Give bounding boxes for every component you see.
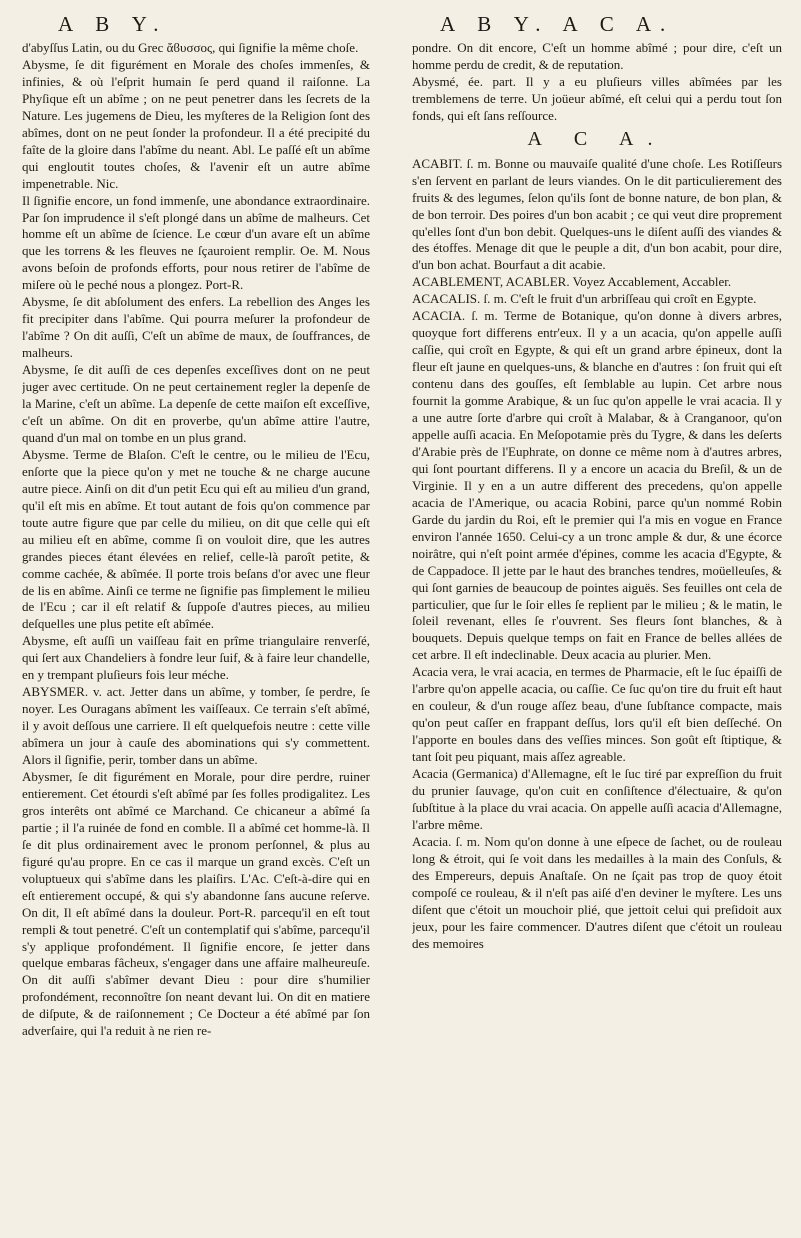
- entry-paragraph: Acacia vera, le vrai acacia, en termes de Pharmacie, eſt le ſuc épaiſſi de l'arbre qu'on appelle acacia, ou caſſie. Ce ſuc qu'on tire du fruit eſt haut en couleur, & d'un rouge aſſez beau, d'une ſubſtance compacte, mais qu'on peut caſſer en frappant deſſus, lors qu'il eſt bien deſſeché. On l'apporte en boules dans des veſſies minces. Son goût eſt ſtiptique, & tant ſoit peu piquant, mais aſſez agreable.: [412, 664, 782, 765]
- entry-paragraph: pondre. On dit encore, C'eſt un homme abîmé ; pour dire, c'eſt un homme perdu de credit, & de reputation.: [412, 40, 782, 72]
- entry-paragraph: Abysmer, ſe dit figurément en Morale, pour dire perdre, ruiner entierement. Cet étourdi s'eſt abîmé par ſes folles prodigalitez. Les gros interêts ont abîmé ce Marchand. Ce chicaneur a abîmé ſa partie ; il l'a ruinée de fond en comble. Il a abîmé cet homme-là. Il ſe dit plus ordinairement avec le pronom perſonnel, & plus au figuré qu'au propre. En ce cas il marque un grand excès. C'eſt un voluptueux qui s'abîme dans les plaiſirs. L'Ac. C'eſt-à-dire qui en eſt entierement occupé, & qui s'y abandonne ſans aucune reſerve. On dit, Il eſt abîmé dans la douleur. Port-R. parcequ'il en eſt tout rempli & tout penetré. C'eſt un contemplatif qui s'abîme, parcequ'il s'y applique profondément. Il ſignifie encore, ſe jetter dans quelque embaras fâcheux, s'engager dans une affaire malheureuſe. On dit auſſi s'abîmer devant Dieu : pour dire s'humilier profondément, reconnoître ſon neant devant lui. On dit en matiere de diſpute, & de raiſonnement ; Ce Docteur a été abîmé par ſon adverſaire, qui l'a reduit à ne rien re-: [22, 768, 370, 1039]
- entry-paragraph: Abysmé, ée. part. Il y a eu pluſieurs villes abîmées par les tremblemens de terre. Un joüeur abîmé, eſt celui qui a perdu tout ſon fonds, qui eſt ſans reſſource.: [412, 73, 782, 123]
- entry-paragraph: Abysme, ſe dit figurément en Morale des choſes immenſes, & infinies, & où l'eſprit humain ſe perd quand il raiſonne. La Phyſique eſt un abîme ; on ne peut penetrer dans les ſecrets de la Nature. Les jugemens de Dieu, les myſteres de la Religion ſont des abîmes, dont on ne peut ſonder la profondeur. Il a été precipité du faîte de la gloire dans l'abîme du neant. Abl. Le paſſé eſt un abîme qui engloutit toutes choſes, & l'avenir eſt un autre abîme impenetrable. Nic.: [22, 56, 370, 191]
- left-column: [22, 40, 370, 1230]
- entry-paragraph: Il ſignifie encore, un fond immenſe, une abondance extraordinaire. Par ſon imprudence il s'eſt plongé dans un abîme de malheurs. Cet homme eſt un abîme de ſcience. Le cœur d'un avare eſt un abîme que les torrens & les fleuves ne ſçauroient remplir. Oe. M. Nous avons beſoin de profonds efforts, pour nous retirer de l'abîme de miſere où le peché nous a plongez. Port-R.: [22, 192, 370, 293]
- entry-paragraph: Abysme, ſe dit auſſi de ces depenſes exceſſives dont on ne peut juger avec certitude. On ne peut certainement regler la depenſe de la Marine, c'eſt un abîme. La depenſe de cette maiſon eſt exceſſive, c'eſt un abîme. On dit en proverbe, qu'un abîme attire l'autre, quand d'un mal on tombe en un plus grand.: [22, 362, 370, 445]
- entry-paragraph: Abysme, eſt auſſi un vaiſſeau fait en prîme triangulaire renverſé, qui ſert aux Chandeliers à fondre leur ſuif, & à faire leur chandelle, en y trempant pluſieurs fois leur méche.: [22, 633, 370, 683]
- entry-paragraph: ACABLEMENT, ACABLER. Voyez Accablement, Accabler.: [412, 274, 732, 290]
- entry-paragraph: Abysme, ſe dit abſolument des enfers. La rebellion des Anges les fit precipiter dans l'abîme. Qui pourra meſurer la profondeur de l'abîme ? On dit auſſi, C'eſt un abîme de maux, de ſouffrances, de malheurs.: [22, 294, 370, 361]
- entry-paragraph: ACACIA. ſ. m. Terme de Botanique, qu'on donne à divers arbres, quoyque fort differens entr'eux. Il y a un acacia, qu'on appelle auſſi caſſie, qui croît en Egypte, & qui eſt un grand arbre épineux, dont la fleur eſt jaune en quelques-uns, & blanche en d'autres : ſon fruit qui eſt contenu dans des gouſſes, eſt ſemblable au lupin. Cet arbre nous fournit la gomme Arabique, & un ſuc qu'on appelle le vrai acacia. Il y a une autre ſorte d'arbre qui croît à Malabar, & à Cranganoor, qu'on appelle auſſi acacia. En Meſopotamie près du Tygre, & dans les deſerts d'Arabie près de l'Euphrate, on donne ce même nom à d'autres arbres, qui ſont pourtant differens. Il y a encore un acacia du Breſil, & un de Virginie. Il y en a un autre different des precedens, qu'on appelle acacia de l'Amerique, ou acacia Robini, parce qu'un nommé Robin Garde du jardin du Roi, eſt le premier qui l'a mis en vogue en France environ l'année 1650. Celui-cy a un tronc ample & dur, & une écorce noirâtre, qui n'eſt point armée d'épines, comme les acacia d'Egypte, & de Cappadoce. Il jette par le haut des branches tendres, moüelleuſes, & qui ſont garnies de beaucoup de pointes aiguës. Ses feuilles ont cela de particulier, que ſur le ſoir elles ſe replient par le milieu ; & le matin, le ſoleil revenant, elles ſe r'ouvrent. Ses fleurs ſont blanches, & à bouquets. Depuis quelque temps on fait en France de belles allées de cet arbre. Il eſt indeclinable. Deux acacia au plurier. Men.: [412, 308, 782, 663]
- entry-paragraph: Abysme. Terme de Blaſon. C'eſt le centre, ou le milieu de l'Ecu, enſorte que la piece qu'on y met ne touche & ne charge aucune autre piece. Ainſi on dit d'un petit Ecu qui eſt au milieu d'un grand, qu'il eſt mis en abîme. Et tout autant de fois qu'on commence par toute autre figure que par celle du milieu, on dit que celle qui eſt au milieu eſt en abîme, comme ſi on vouloit dire, que les autres grandes pieces étant élevées en relief, celle-là paroît petite, & comme cachée, & abîmée. Il porte trois beſans d'or avec une fleur de lis en abîme. Ainſi ce terme ne ſignifie pas ſimplement le milieu de l'Ecu ; car il eſt relatif & ſuppoſe d'autres pieces, au milieu deſquelles une plus petite eſt abîmée.: [22, 446, 370, 632]
- header-left: A B Y.: [58, 12, 168, 36]
- entry-paragraph: d'abyſſus Latin, ou du Grec ἄϐυσσος, qui ſignifie la même choſe.: [22, 40, 359, 55]
- entry-paragraph: ABYSMER. v. act. Jetter dans un abîme, y tomber, ſe perdre, ſe noyer. Les Ouragans abîment les vaiſſeaux. Ce terrain s'eſt abîmé, il y avoit deſſous une carriere. Il eſt quelquefois neutre : cette ville abîmera un jour à cauſe des abominations qui s'y commettent. Alors il ſignifie, perir, tomber dans un abîme.: [22, 684, 370, 768]
- entry-paragraph: Acacia (Germanica) d'Allemagne, eſt le ſuc tiré par expreſſion du fruit du prunier ſauvage, qu'on cuit en conſiſtence d'électuaire, & qu'on ſubſtitue à la place du vrai acacia. On appelle auſſi acacia d'Allemagne, l'arbre même.: [412, 766, 782, 832]
- right-column: [412, 40, 782, 1230]
- section-heading: A C A.: [527, 127, 667, 150]
- entry-paragraph: ACACALIS. ſ. m. C'eſt le fruit d'un arbriſſeau qui croît en Egypte.: [412, 291, 757, 307]
- header-right: A B Y. A C A.: [440, 12, 675, 36]
- entry-paragraph: ACABIT. ſ. m. Bonne ou mauvaiſe qualité d'une choſe. Les Rotiſſeurs s'en ſervent en parlant de leurs viandes. On le dit particulierement des fruits & des legumes, ſelon qu'ils ſont de bonne nature, de bon plan, & de bon terroir. Des poires d'un bon acabit ; ce qui veut dire proprement qu'elles ſont d'un bon debit. Quelques-uns le diſent auſſi des viandes & des étoffes. Menage dit que le peuple a dit, d'un bon acabit, pour dire, d'un bon achat. Bourfaut a dit acabie.: [412, 155, 782, 273]
- entry-paragraph: Acacia. ſ. m. Nom qu'on donne à une eſpece de ſachet, ou de rouleau long & étroit, qui ſe voit dans les medailles à la main des Conſuls, & des Empereurs, depuis Anaſtaſe. On ne ſçait pas trop de quoy étoit compoſé ce rouleau, & il n'eſt pas aiſé d'en deviner le myſtere. Les uns diſent que c'étoit un mouchoir plié, que jettoit celui qui preſidoit aux jeux, pour les faire commencer. D'autres diſent que c'étoit un rouleau des memoires: [412, 833, 782, 951]
